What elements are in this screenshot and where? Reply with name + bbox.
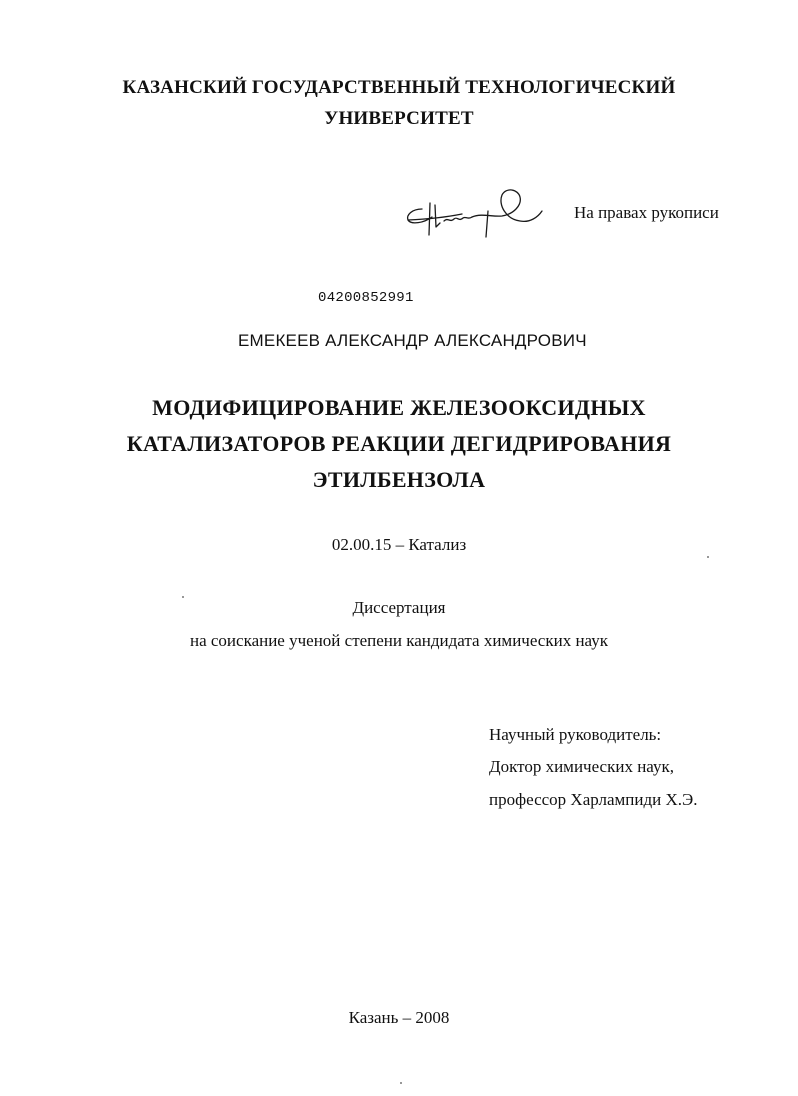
supervisor-label: Научный руководитель: [489,725,662,744]
thesis-title-line3: ЭТИЛБЕНЗОЛА [312,467,486,492]
supervisor-name: профессор Харлампиди Х.Э. [489,790,698,809]
scan-speck [400,1082,402,1084]
supervisor-degree: Доктор химических наук, [489,757,674,776]
thesis-title-line2: КАТАЛИЗАТОРОВ РЕАКЦИИ ДЕГИДРИРОВАНИЯ [126,431,672,456]
rights-notice: На правах рукописи [574,203,719,222]
specialty-code: 02.00.15 – Катализ [331,535,467,554]
university-name-line2: УНИВЕРСИТЕТ [324,108,474,129]
scan-speck [182,596,184,598]
author-name: ЕМЕКЕЕВ АЛЕКСАНДР АЛЕКСАНДРОВИЧ [238,331,587,350]
document-type: Диссертация [352,598,446,617]
place-and-year: Казань – 2008 [348,1008,450,1027]
university-name-line1: КАЗАНСКИЙ ГОСУДАРСТВЕННЫЙ ТЕХНОЛОГИЧЕСКИЙ [122,77,676,98]
archive-number: 04200852991 [318,290,414,306]
handwritten-signature [402,183,552,243]
degree-description: на соискание ученой степени кандидата химических наук [189,631,608,650]
thesis-title-line1: МОДИФИЦИРОВАНИЕ ЖЕЛЕЗООКСИДНЫХ [152,395,646,420]
scan-speck [707,556,709,558]
